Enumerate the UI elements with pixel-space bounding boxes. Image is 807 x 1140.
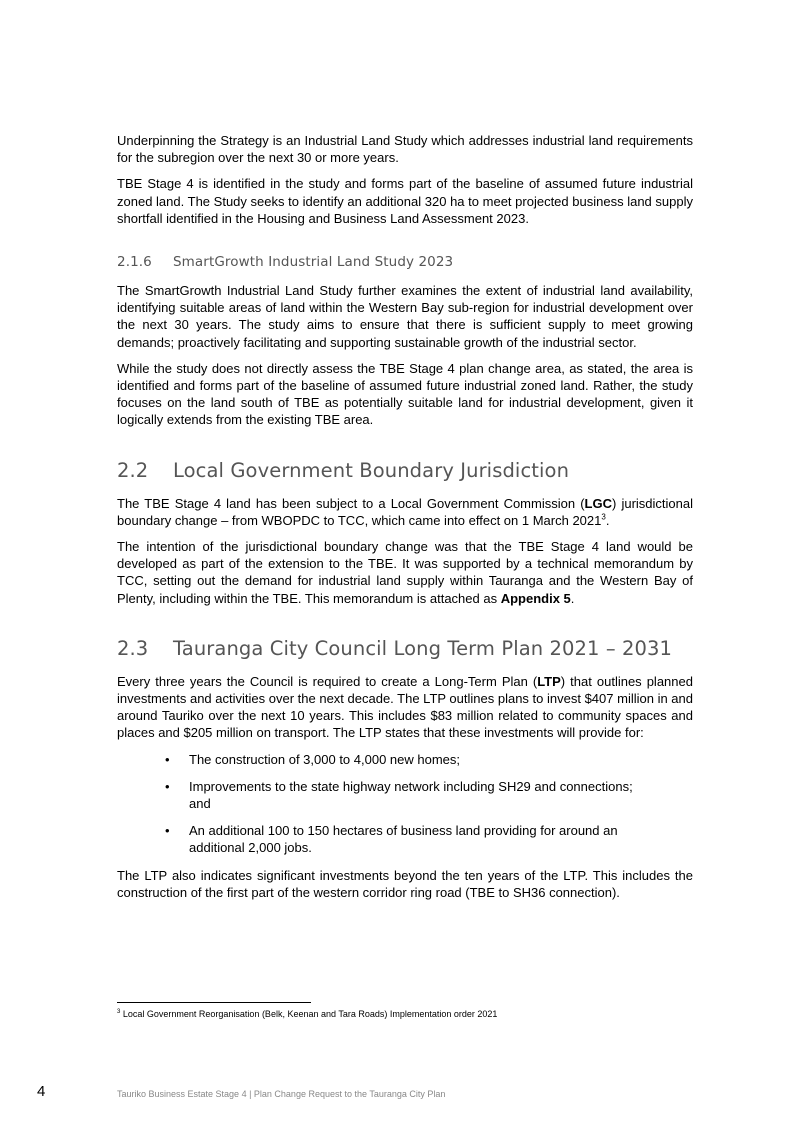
s23-paragraph-1 [117, 673, 693, 742]
heading-2-1-6 [117, 254, 693, 270]
heading-title: Tauranga City Council Long Term Plan 2021 – 2031 [173, 636, 673, 660]
bullet-icon: • [165, 778, 170, 794]
footnote-divider [117, 1002, 311, 1003]
heading-2-2 [117, 459, 693, 482]
bullet-icon: • [165, 823, 170, 839]
heading-number: 2.2 [117, 458, 149, 482]
footnote-text: Local Government Reorganisation (Belk, Keenan and Tara Roads) Implementation order 2021 [122, 1009, 498, 1019]
s216-paragraph-2: While the study does not directly assess the TBE Stage 4 plan change area, as stated, the area is identified and forms part of the baseline of assumed future industrial zoned land. Rather, the study focuses on the land south of TBE as potentially suitable land for industrial development, given it logically extends from the existing TBE area. [117, 360, 693, 428]
heading-title: Local Government Boundary Jurisdiction [173, 458, 570, 482]
bullet-icon: • [165, 751, 170, 767]
intro-paragraph-1: Underpinning the Strategy is an Industrial Land Study which addresses industrial land requirements for the subregion over the next 30 or more years. [117, 133, 693, 166]
heading-number: 2.1.6 [117, 254, 152, 271]
running-footer: Tauriko Business Estate Stage 4 | Plan Change Request to the Tauranga City Plan [117, 1089, 446, 1099]
lgc-abbreviation: LGC [584, 495, 612, 511]
text-run: Every three years the Council is required to create a Long-Term Plan ( [117, 673, 538, 689]
list-item-text: The construction of 3,000 to 4,000 new homes; [189, 751, 461, 767]
footnote [117, 1009, 497, 1020]
text-run: . [605, 512, 610, 528]
list-item-text: Improvements to the state highway network including SH29 and connections; and [189, 778, 633, 812]
appendix-reference: Appendix 5 [500, 590, 571, 606]
heading-title: SmartGrowth Industrial Land Study 2023 [173, 254, 454, 271]
heading-number: 2.3 [117, 636, 149, 660]
page-number: 4 [37, 1083, 46, 1100]
text-run: . [570, 590, 575, 606]
list-item [117, 822, 644, 856]
s23-paragraph-2: The LTP also indicates significant investments beyond the ten years of the LTP. This includes the construction of the first part of the western corridor ring road (TBE to SH36 connection). [117, 867, 693, 900]
heading-2-3 [117, 637, 693, 660]
list-item [117, 751, 644, 768]
s216-paragraph-1: The SmartGrowth Industrial Land Study further examines the extent of industrial land availability, identifying suitable areas of land within the Western Bay sub-region for industrial development over the next 30 years. The study aims to ensure that there is sufficient supply to meet growing demands; proactively facilitating and supporting sustainable growth of the industrial sector. [117, 283, 693, 350]
document-body [117, 132, 693, 910]
ltp-bullet-list [117, 751, 693, 857]
ltp-abbreviation: LTP [537, 673, 561, 689]
text-run: ) that outlines planned investments and activities over the next decade. The LTP outlines plans to invest $407 million in and around Tauriko over the next 10 years. This includes $83 million related to community spaces and places and $205 million on transport. The LTP states that these investments will provide for: [117, 673, 693, 741]
footnote-marker: 3 [117, 1009, 121, 1015]
list-item [117, 778, 644, 812]
footnote-reference: 3 [601, 512, 606, 522]
list-item-text: An additional 100 to 150 hectares of business land providing for around an additional 2,000 jobs. [189, 823, 618, 856]
text-run: ) jurisdictional boundary change – from WBOPDC to TCC, which came into effect on 1 March 2021 [117, 495, 693, 528]
text-run: The TBE Stage 4 land has been subject to a Local Government Commission ( [117, 495, 585, 511]
s22-paragraph-1 [117, 495, 693, 529]
text-run: The intention of the jurisdictional boundary change was that the TBE Stage 4 land would be developed as part of the extension to the TBE. It was supported by a technical memorandum by TCC, setting out the demand for industrial land supply within Tauranga and the Western Bay of Plenty, including within the TBE. This memorandum is attached as [117, 539, 693, 606]
intro-paragraph-2: TBE Stage 4 is identified in the study and forms part of the baseline of assumed future industrial zoned land. The Study seeks to identify an additional 320 ha to meet projected business land supply shortfall identified in the Housing and Business Land Assessment 2023. [117, 176, 693, 226]
s22-paragraph-2 [117, 538, 693, 607]
